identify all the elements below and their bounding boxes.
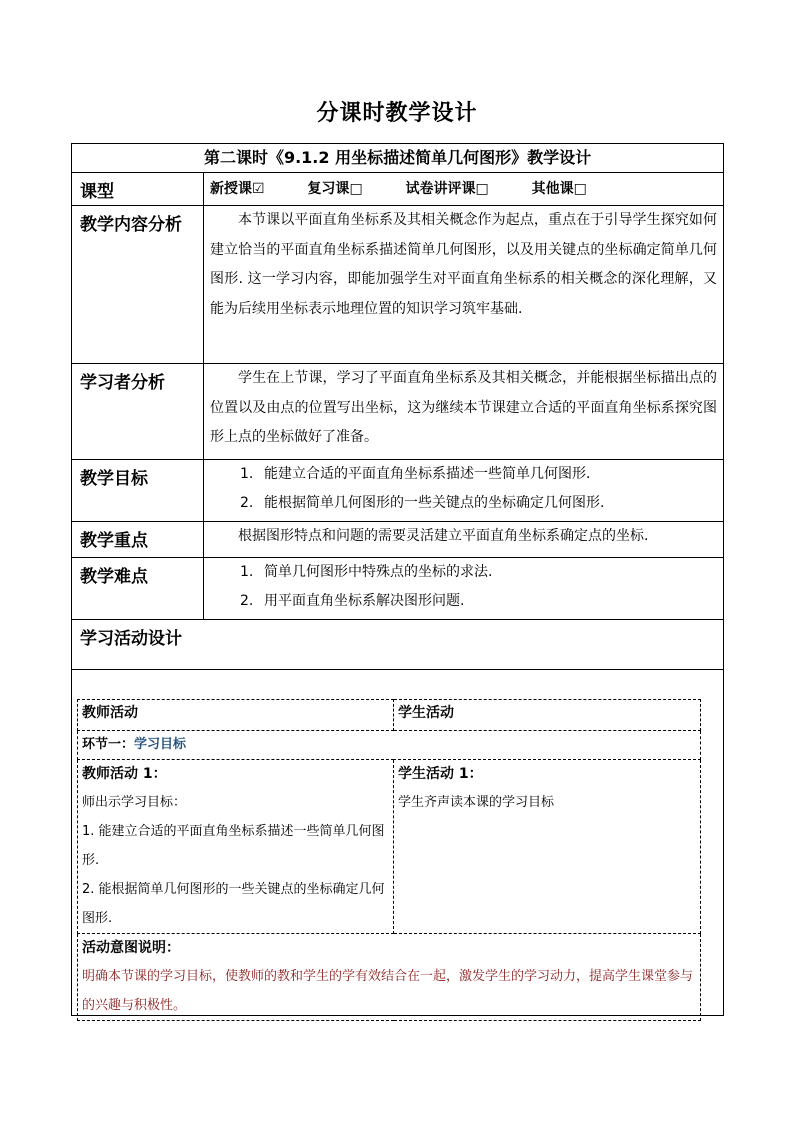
course-type-option-other[interactable]: 其他课□ <box>531 181 587 197</box>
course-type-options <box>204 173 724 206</box>
lesson-plan-table <box>71 143 724 1016</box>
checkbox-icon: □ <box>475 181 489 197</box>
teacher-activity-line: 师出示学习目标： <box>82 795 187 810</box>
checkbox-icon: □ <box>573 181 587 197</box>
page-title: 分课时教学设计 <box>316 101 478 126</box>
objective-item: 1. 能建立合适的平面直角坐标系描述一些简单几何图形. <box>240 466 591 482</box>
student-activity-1-title: 学生活动 1： <box>398 766 483 782</box>
teacher-activity-1 <box>78 760 394 934</box>
learner-analysis-text: 学生在上节课，学习了平面直角坐标系及其相关概念，并能根据坐标描出点的位置以及由点的位置写出坐标，这为继续本节课建立合适的平面直角坐标系探究图形上点的坐标做好了准备。 <box>210 370 718 445</box>
key-points-label: 教学重点 <box>72 522 204 558</box>
section-one-name: 学习目标 <box>134 737 187 752</box>
teacher-activity-line: 1. 能建立合适的平面直角坐标系描述一些简单几何图形. <box>82 824 385 868</box>
objective-item: 2. 能根据简单几何图形的一些关键点的坐标确定几何图形. <box>240 495 605 511</box>
student-activity-header: 学生活动 <box>394 700 701 731</box>
activity-design-area <box>72 670 724 1016</box>
content-analysis-text: 本节课以平面直角坐标系及其相关概念作为起点，重点在于引导学生探究如何建立恰当的平面直角坐标系描述简单几何图形，以及用关键点的坐标确定简单几何图形. 这一学习内容，即能加强学生对平面直角坐标系的相关概念的深化理解，又能为后续用坐标表示地理位置的知识学习筑牢基础. <box>210 212 718 317</box>
checked-box-icon: ☑ <box>252 181 265 197</box>
activity-table <box>77 699 701 1021</box>
content-analysis-label: 教学内容分析 <box>72 206 204 364</box>
course-type-option-new[interactable]: 新授课☑ <box>210 181 265 197</box>
section-one-label: 环节一：学习目标 <box>78 731 701 760</box>
activity-design-title: 学习活动设计 <box>72 620 724 670</box>
objectives-label: 教学目标 <box>72 460 204 522</box>
teacher-activity-1-title: 教师活动 1： <box>82 766 167 782</box>
student-activity-1 <box>394 760 701 934</box>
difficulties-label: 教学难点 <box>72 558 204 620</box>
difficulty-item: 1. 简单几何图形中特殊点的坐标的求法. <box>240 564 493 580</box>
activity-intent-label: 活动意图说明： <box>82 940 180 956</box>
teacher-activity-header: 教师活动 <box>78 700 394 731</box>
learner-analysis-label: 学习者分析 <box>72 364 204 460</box>
checkbox-icon: □ <box>349 181 363 197</box>
course-type-option-exam-review[interactable]: 试卷讲评课□ <box>405 181 489 197</box>
activity-intent-text: 明确本节课的学习目标，使教师的教和学生的学有效结合在一起，激发学生的学习动力，提高学生课堂参与的兴趣与积极性。 <box>82 969 694 1013</box>
key-points-text: 根据图形特点和问题的需要灵活建立平面直角坐标系确定点的坐标. <box>238 528 649 544</box>
lesson-title: 第二课时《9.1.2 用坐标描述简单几何图形》教学设计 <box>72 144 724 173</box>
course-type-label: 课型 <box>72 173 204 206</box>
teacher-activity-line: 2. 能根据简单几何图形的一些关键点的坐标确定几何图形. <box>82 882 385 926</box>
student-activity-text: 学生齐声读本课的学习目标 <box>398 795 555 810</box>
course-type-option-review[interactable]: 复习课□ <box>307 181 363 197</box>
difficulty-item: 2. 用平面直角坐标系解决图形问题. <box>240 593 465 609</box>
activity-intent <box>78 934 701 1021</box>
